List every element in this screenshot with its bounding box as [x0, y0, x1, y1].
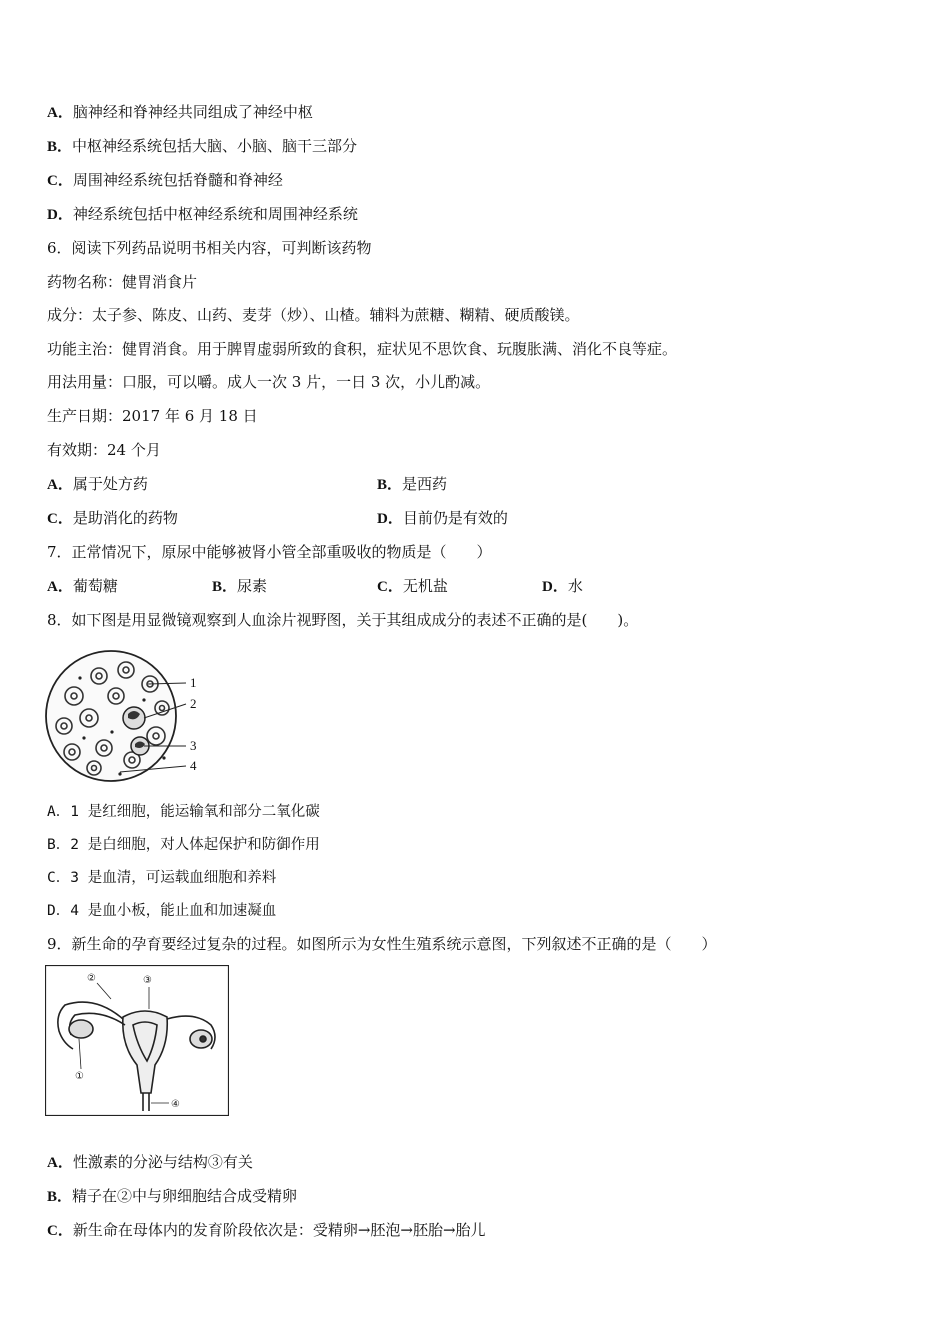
- q9-option-c: C．新生命在母体内的发育阶段依次是：受精卵→胚泡→胚胎→胎儿: [47, 1221, 486, 1239]
- q7-stem: 7．正常情况下，原尿中能够被肾小管全部重吸收的物质是（ ）: [47, 543, 492, 561]
- figure-label-2: ②: [87, 973, 96, 984]
- q5-option-d: D．神经系统包括中枢神经系统和周围神经系统: [47, 205, 358, 223]
- q9-option-b: B．精子在②中与卵细胞结合成受精卵: [47, 1187, 298, 1205]
- q6-drug-name: 药物名称：健胃消食片: [47, 273, 198, 291]
- reproductive-system-figure: [45, 965, 229, 1116]
- q7-option-b: B．尿素: [212, 577, 268, 595]
- q6-ingredients: 成分：太子参、陈皮、山药、麦芽（炒）、山楂。辅料为蔗糖、糊精、硬质酸镁。: [47, 306, 580, 324]
- q9-stem: 9．新生命的孕育要经过复杂的过程。如图所示为女性生殖系统示意图，下列叙述不正确的是（ ）: [47, 935, 717, 953]
- q5-option-a: A．脑神经和脊神经共同组成了神经中枢: [47, 103, 313, 121]
- figure-label-4: 4: [190, 758, 197, 773]
- figure-label-1: 1: [190, 675, 197, 690]
- q6-option-a: A．属于处方药: [47, 475, 148, 493]
- figure-label-3: 3: [190, 738, 197, 753]
- q6-option-b: B．是西药: [377, 475, 448, 493]
- q6-indications: 功能主治：健胃消食。用于脾胃虚弱所致的食积，症状见不思饮食、玩腹胀满、消化不良等症。: [47, 340, 678, 358]
- figure-label-3: ③: [143, 975, 152, 986]
- q8-option-c: C．3 是血清，可运载血细胞和养料: [47, 870, 277, 886]
- q5-option-b: B．中枢神经系统包括大脑、小脑、脑干三部分: [47, 137, 358, 155]
- q9-option-a: A．性激素的分泌与结构③有关: [47, 1153, 253, 1171]
- q6-stem: 6．阅读下列药品说明书相关内容，可判断该药物: [47, 239, 372, 257]
- q8-option-d: D．4 是血小板，能止血和加速凝血: [47, 903, 277, 919]
- figure-label-4: ④: [171, 1099, 180, 1110]
- q7-option-d: D．水: [542, 577, 583, 595]
- q6-production-date: 生产日期：2017 年 6 月 18 日: [47, 407, 258, 425]
- q8-option-a: A．1 是红细胞，能运输氧和部分二氧化碳: [47, 804, 320, 820]
- blood-smear-figure: [44, 648, 234, 784]
- q6-dosage: 用法用量：口服，可以嚼。成人一次 3 片，一日 3 次，小儿酌减。: [47, 373, 491, 391]
- q7-option-c: C．无机盐: [377, 577, 448, 595]
- q8-stem: 8．如下图是用显微镜观察到人血涂片视野图，关于其组成成分的表述不正确的是( )。: [47, 611, 639, 629]
- q7-option-a: A．葡萄糖: [47, 577, 118, 595]
- q6-option-c: C．是助消化的药物: [47, 509, 178, 527]
- q6-option-d: D．目前仍是有效的: [377, 509, 508, 527]
- q5-option-c: C．周围神经系统包括脊髓和脊神经: [47, 171, 283, 189]
- figure-label-2: 2: [190, 696, 197, 711]
- q8-option-b: B．2 是白细胞，对人体起保护和防御作用: [47, 837, 320, 853]
- q6-expiry: 有效期：24 个月: [47, 441, 161, 459]
- figure-label-1: ①: [75, 1071, 84, 1082]
